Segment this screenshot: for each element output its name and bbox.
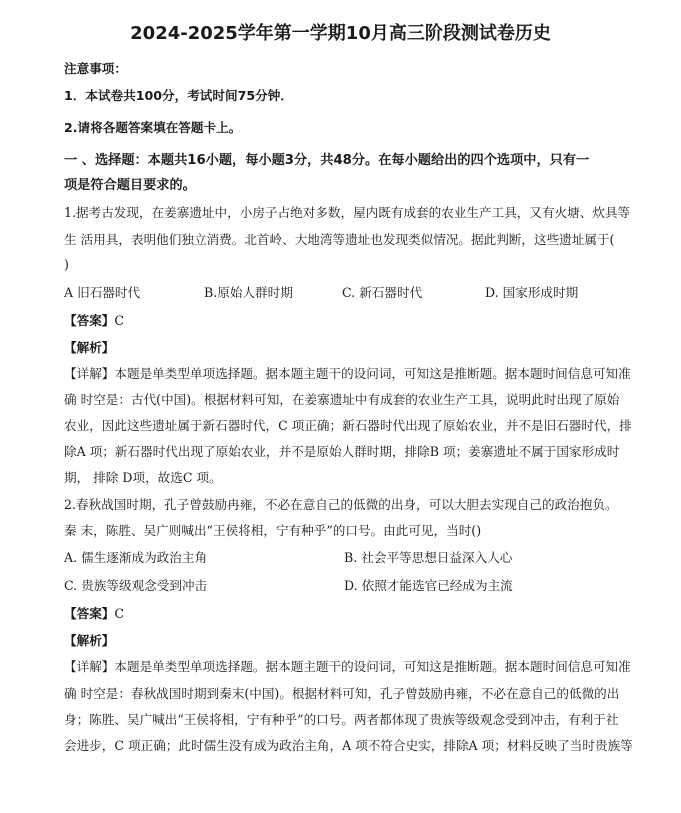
notice-item-1: 1．本试卷共100分，考试时间75分钟． [64, 88, 293, 103]
notice-heading: 注意事项： [64, 61, 127, 76]
q1-stem-line-2: 生 活用具，表明他们独立消费。北首岭、大地湾等遗址也发现类似情况。据此判断，这些遗址属于( [64, 232, 615, 247]
q2-answer-value: C [114, 606, 125, 621]
q2-detail-line-3: 身；陈胜、吴广喊出“王侯将相，宁有种乎”的口号。两者都体现了贵族等级观念受到冲击，有利于社 [64, 712, 619, 727]
q1-detail-line-3: 农业，因此这些遗址属于新石器时代，C 项正确；新石器时代出现了原始农业，并不是旧石器时代，排 [64, 418, 632, 433]
q1-answer-label: 【答案】 [64, 313, 115, 328]
q2-stem-line-2: 秦 末，陈胜、吴广则喊出“王侯将相，宁有种乎”的口号。由此可见，当时() [64, 523, 482, 538]
q2-option-c: C. 贵族等级观念受到冲击 [64, 578, 208, 593]
q1-detail-line-5: 期， 排除 D项，故选C 项。 [64, 470, 222, 485]
q2-option-b: B. 社会平等思想日益深入人心 [344, 550, 513, 565]
section-heading-line-2: 项是符合题目要求的。 [64, 178, 196, 193]
q1-stem-line-3: ) [64, 257, 69, 272]
q1-detail-line-4: 除A 项；新石器时代出现了原始农业，并不是原始人群时期，排除B 项；姜寨遗址不属于国家形成时 [64, 444, 620, 459]
q1-option-a: A 旧石器时代 [64, 285, 141, 300]
q2-option-a: A. 儒生逐渐成为政治主角 [64, 550, 208, 565]
notice-item-2: 2.请将各题答案填在答题卡上。 [64, 120, 242, 135]
q2-answer-label: 【答案】 [64, 606, 115, 621]
q2-detail-line-4: 会进步，C 项正确；此时儒生没有成为政治主角，A 项不符合史实，排除A 项；材料反映了当时贵族等 [64, 738, 633, 753]
q1-option-c: C. 新石器时代 [342, 285, 423, 300]
page-title: 2024-2025学年第一学期10月高三阶段测试卷历史 [130, 23, 551, 44]
section-heading-line-1: 一 、选择题：本题共16小题，每小题3分，共48分。在每小题给出的四个选项中，只有一 [64, 153, 590, 168]
q1-stem-line-1: 1.据考古发现，在姜寨遗址中，小房子占绝对多数，屋内既有成套的农业生产工具，又有火塘、炊具等 [64, 205, 631, 220]
q2-answer [64, 606, 124, 622]
q2-option-d: D. 依照才能选官已经成为主流 [344, 578, 513, 593]
q2-detail-line-2: 确 时空是：春秋战国时期到秦末(中国)。根据材料可知，孔子曾鼓励冉雍，不必在意自己的低微的出 [64, 686, 620, 701]
q1-option-b: B.原始人群时期 [204, 285, 293, 300]
q1-option-d: D. 国家形成时期 [485, 285, 579, 300]
q2-analysis-label: 【解析】 [64, 633, 115, 648]
q2-detail-line-1: 【详解】本题是单类型单项选择题。据本题主题干的设问词，可知这是推断题。据本题时间信息可知准 [64, 659, 631, 674]
q2-stem-line-1: 2.春秋战国时期，孔子曾鼓励冉雍，不必在意自己的低微的出身，可以大胆去实现自己的政治抱负。 [64, 497, 618, 512]
q1-detail-line-2: 确 时空是：古代(中国)。根据材料可知，在姜寨遗址中有成套的农业生产工具，说明此时出现了原始 [64, 392, 620, 407]
q1-answer [64, 313, 124, 329]
q1-detail-line-1: 【详解】本题是单类型单项选择题。据本题主题干的设问词，可知这是推断题。据本题时间信息可知准 [64, 366, 631, 381]
q1-analysis-label: 【解析】 [64, 340, 115, 355]
q1-answer-value: C [114, 313, 125, 328]
